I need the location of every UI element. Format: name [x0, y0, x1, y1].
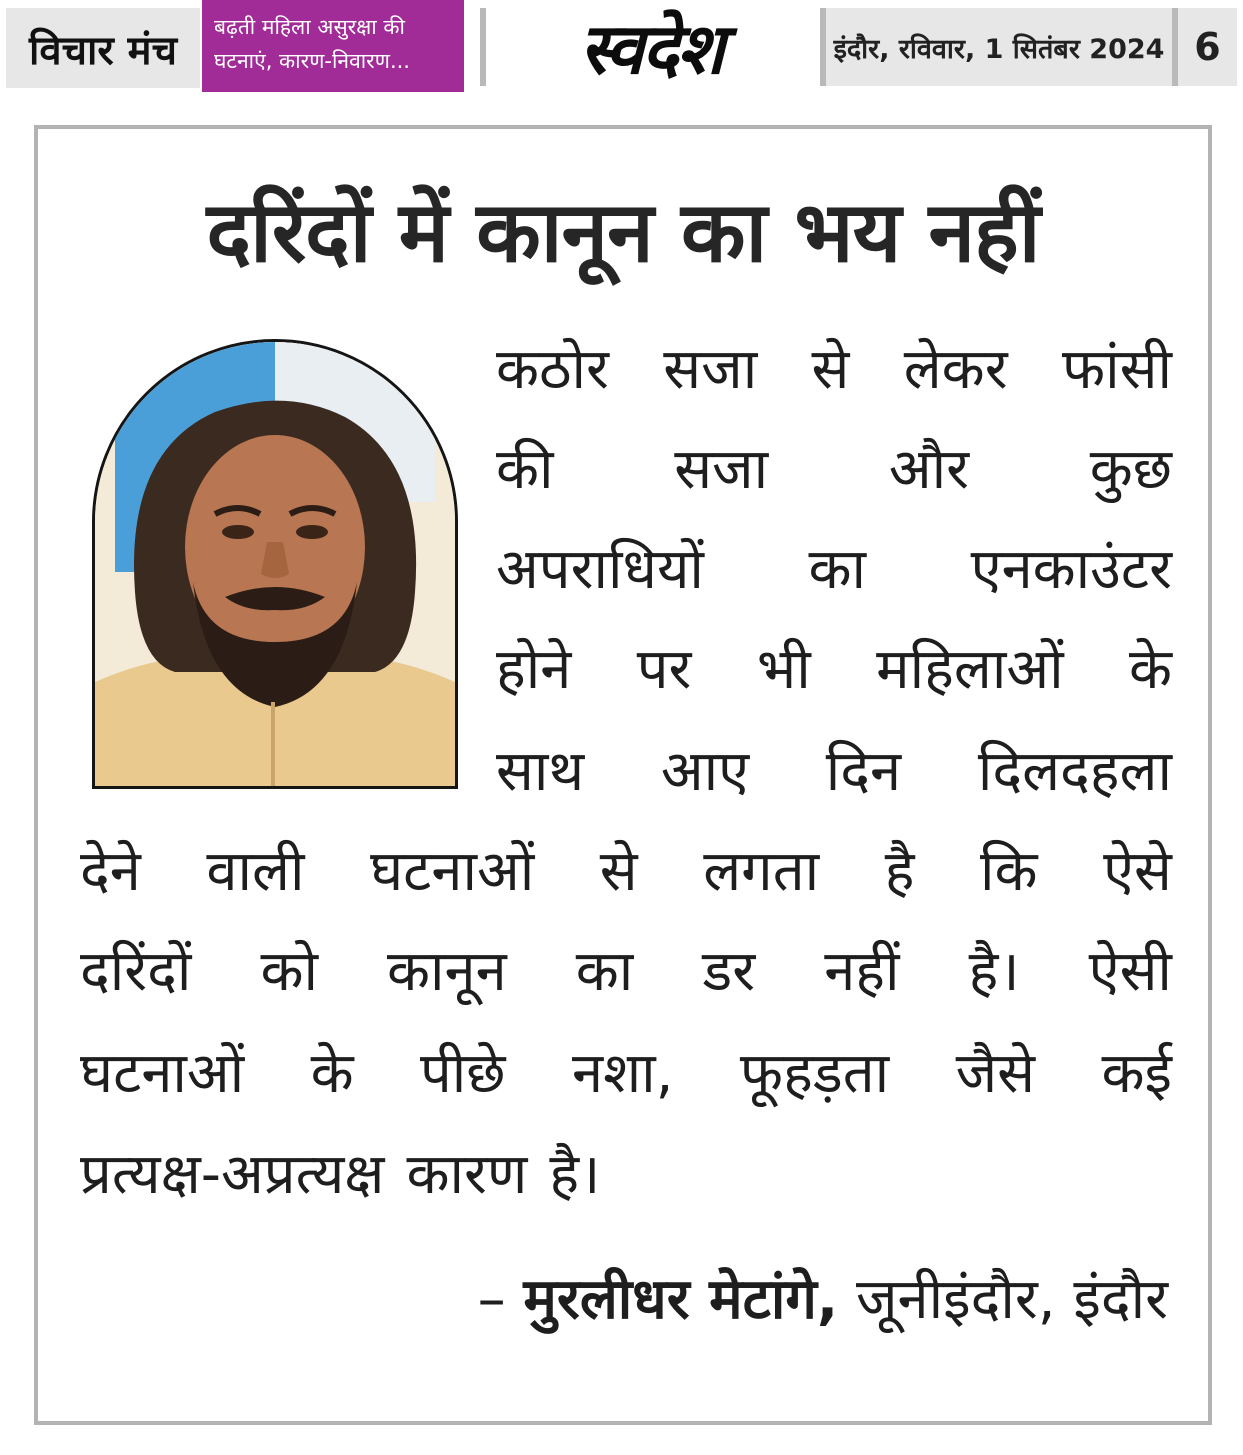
word: भी: [756, 637, 811, 702]
body-line: [80, 939, 1172, 1004]
word: का: [808, 537, 867, 602]
byline-author: मुरलीधर मेटांगे,: [523, 1267, 839, 1332]
header-divider: [480, 8, 486, 86]
word: दिलदहला: [977, 739, 1172, 804]
word: को: [260, 939, 318, 1004]
word: नशा,: [572, 1041, 674, 1106]
edition-date: इंदौर, रविवार, 1 सितंबर 2024: [826, 8, 1172, 86]
word: पर: [636, 637, 692, 702]
word: दिन: [825, 739, 902, 804]
word: ऐसे: [1103, 839, 1172, 904]
word: कुछ: [1089, 437, 1172, 502]
word: होने: [496, 637, 572, 702]
article-headline: दरिंदों में कानून का भय नहीं: [206, 183, 1040, 281]
word: अपराधियों: [496, 537, 704, 602]
article-byline: [478, 1259, 1168, 1335]
newspaper-header: [0, 0, 1243, 96]
word: जैसे: [955, 1041, 1036, 1106]
word: है: [884, 839, 915, 904]
word: की: [496, 437, 554, 502]
promo-teaser[interactable]: [202, 0, 464, 92]
word: कारण: [406, 1142, 528, 1207]
body-line: [496, 337, 1172, 402]
byline-place: जूनीइंदौर, इंदौर: [855, 1267, 1168, 1332]
word: के: [310, 1041, 354, 1106]
word: से: [599, 839, 638, 904]
word: दरिंदों: [80, 939, 192, 1004]
body-line: [80, 1142, 601, 1207]
body-line: [496, 537, 1172, 602]
body-line: [80, 839, 1172, 904]
promo-line-2: घटनाएं, कारण-निवारण...: [214, 49, 410, 73]
author-photo: [92, 339, 458, 789]
word: लेकर: [903, 337, 1008, 402]
body-line: [496, 637, 1172, 702]
article-box: [34, 125, 1212, 1425]
word: ऐसी: [1088, 939, 1172, 1004]
word: घटनाओं: [80, 1041, 245, 1106]
word: सजा: [663, 337, 758, 402]
word: पीछे: [420, 1041, 506, 1106]
word: के: [1128, 637, 1172, 702]
word: सजा: [674, 437, 769, 502]
page-number: 6: [1178, 8, 1237, 86]
word: फूहड़ता: [739, 1041, 890, 1106]
word: कानून: [387, 939, 507, 1004]
word: नहीं: [824, 939, 900, 1004]
promo-line-1: बढ़ती महिला असुरक्षा की: [214, 15, 405, 39]
masthead-logo: स्वदेश: [579, 7, 723, 90]
word: डर: [702, 939, 756, 1004]
body-line: [496, 437, 1172, 502]
word: घटनाओं: [370, 839, 535, 904]
body-line: [80, 1041, 1172, 1106]
word: वाली: [206, 839, 305, 904]
word: कई: [1101, 1041, 1172, 1106]
word: का: [575, 939, 634, 1004]
word: आए: [660, 739, 750, 804]
byline-dash: –: [477, 1267, 506, 1332]
word: प्रत्यक्ष-अप्रत्यक्ष: [80, 1142, 385, 1207]
word: साथ: [496, 739, 585, 804]
word: लगता: [703, 839, 820, 904]
word: है।: [968, 939, 1020, 1004]
author-portrait-icon: [95, 342, 455, 786]
word: कठोर: [496, 337, 609, 402]
word: से: [811, 337, 850, 402]
word: महिलाओं: [876, 637, 1064, 702]
body-line: [496, 739, 1172, 804]
section-label: विचार मंच: [6, 8, 200, 88]
word: और: [888, 437, 970, 502]
word: कि: [980, 839, 1038, 904]
word: है।: [549, 1142, 601, 1207]
word: फांसी: [1061, 337, 1172, 402]
word: एनकाउंटर: [970, 537, 1172, 602]
word: देने: [80, 839, 141, 904]
